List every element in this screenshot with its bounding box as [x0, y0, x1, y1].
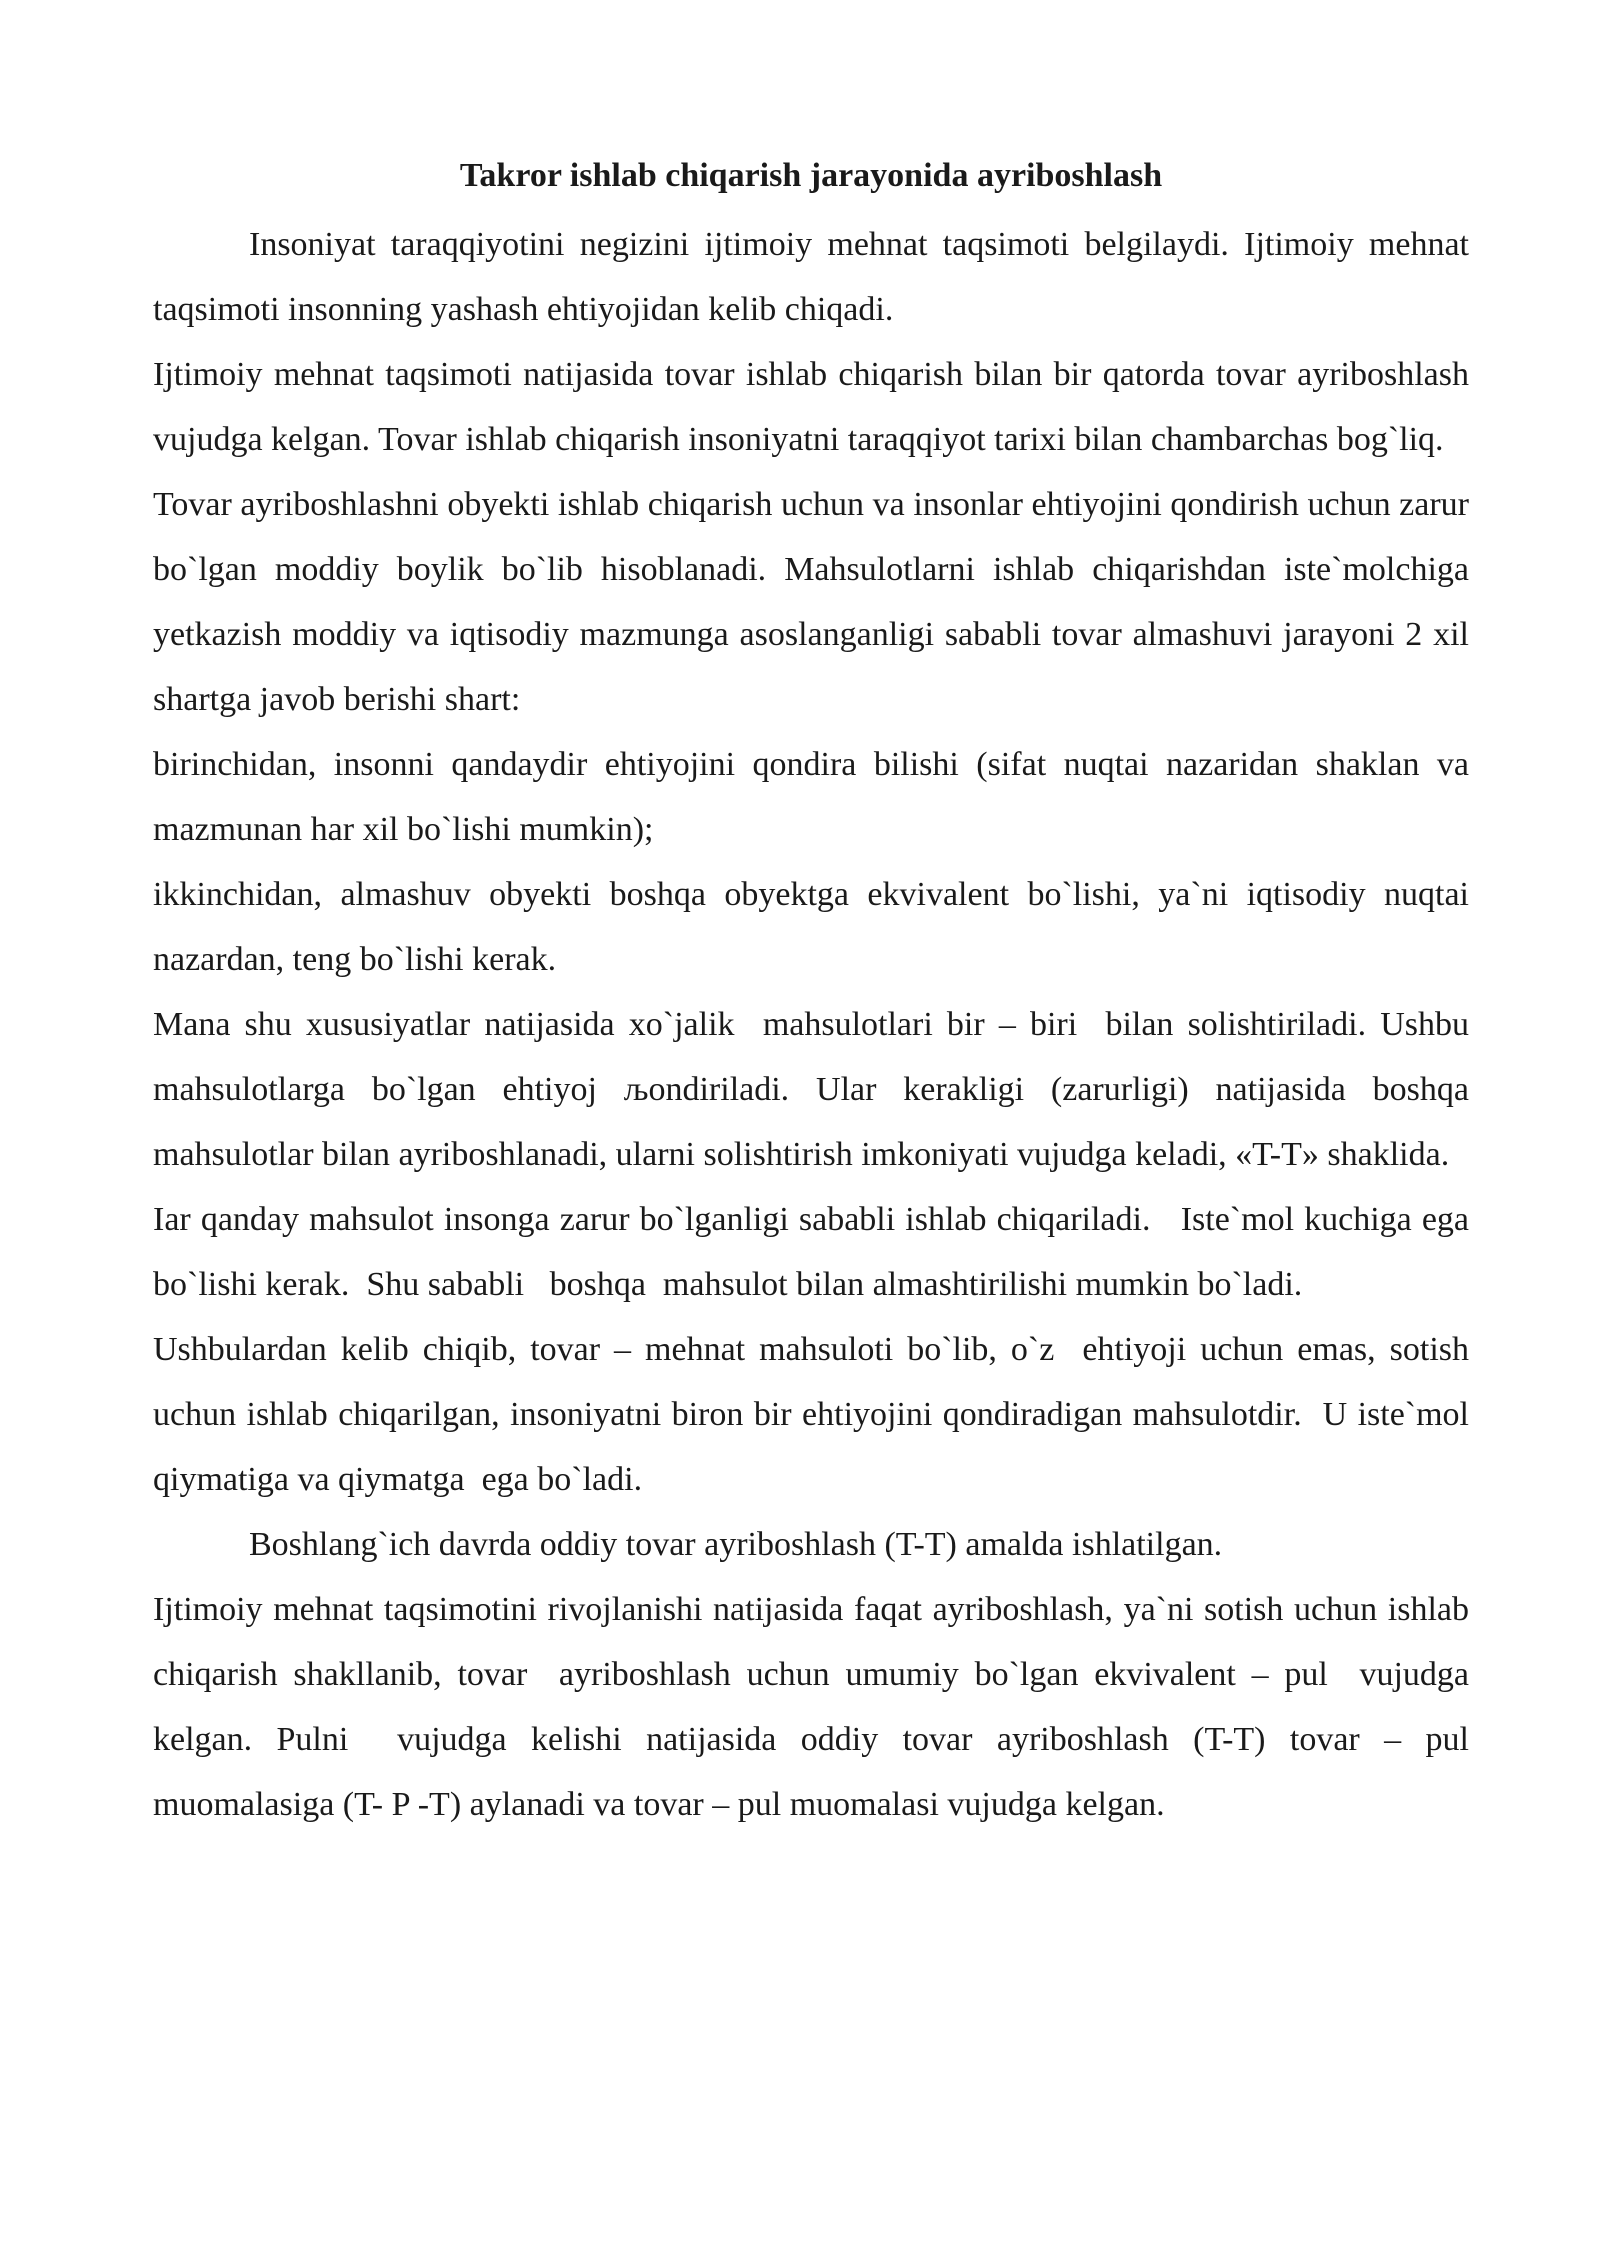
- document-page: [153, 150, 1486, 1837]
- paragraph-6: Mana shu xususiyatlar natijasida xo`jalik mahsulotlari bir – biri bilan solishtiriladi. Ushbu mahsulotlarga bo`lgan ehtiyoj љondiriladi. Ular kerakligi (zarurligi) natijasida boshqa mahsulotlar bilan ayriboshlanadi, ularni solishtirish imkoniyati vujudga keladi, «T-T» shaklida.: [153, 1006, 1478, 1173]
- paragraph-4: birinchidan, insonni qandaydir ehtiyojini qondira bilishi (sifat nuqtai nazaridan shaklan va mazmunan har xil bo`lishi mumkin);: [153, 746, 1478, 848]
- paragraph-7: Iar qanday mahsulot insonga zarur bo`lganligi sababli ishlab chiqariladi. Iste`mol kuchiga ega bo`lishi kerak. Shu sababli boshqa mahsulot bilan almashtirilishi mumkin bo`ladi.: [153, 1201, 1478, 1303]
- paragraph-1: Insoniyat taraqqiyotini negizini ijtimoiy mehnat taqsimoti belgilaydi. Ijtimoiy mehnat taqsimoti insonning yashash ehtiyojidan kelib chiqadi.: [153, 226, 1478, 328]
- paragraph-5: ikkinchidan, almashuv obyekti boshqa obyektga ekvivalent bo`lishi, ya`ni iqtisodiy nuqtai nazardan, teng bo`lishi kerak.: [153, 876, 1478, 978]
- paragraph-3: Tovar ayriboshlashni obyekti ishlab chiqarish uchun va insonlar ehtiyojini qondirish uchun zarur bo`lgan moddiy boylik bo`lib hisoblanadi. Mahsulotlarni ishlab chiqarishdan iste`molchiga yetkazish moddiy va iqtisodiy mazmunga asoslanganligi sababli tovar almashuvi jarayoni 2 xil shartga javob berishi shart:: [153, 486, 1478, 718]
- paragraph-8: Ushbulardan kelib chiqib, tovar – mehnat mahsuloti bo`lib, o`z ehtiyoji uchun emas, sotish uchun ishlab chiqarilgan, insoniyatni biron bir ehtiyojini qondiradigan mahsulotdir. U iste`mol qiymatiga va qiymatga ega bo`ladi.: [153, 1331, 1478, 1498]
- document-title: Takror ishlab chiqarish jarayonida ayriboshlash: [459, 157, 1163, 194]
- paragraph-9: Boshlang`ich davrda oddiy tovar ayriboshlash (T-T) amalda ishlatilgan.: [249, 1526, 1223, 1563]
- paragraph-10: Ijtimoiy mehnat taqsimotini rivojlanishi natijasida faqat ayriboshlash, ya`ni sotish uchun ishlab chiqarish shakllanib, tovar ayriboshlash uchun umumiy bo`lgan ekvivalent – pul vujudga kelgan. Pulni vujudga kelishi natijasida oddiy tovar ayriboshlash (T-T) tovar – pul muomalasiga (T- P -T) aylanadi va tovar – pul muomalasi vujudga kelgan.: [153, 1591, 1486, 1823]
- paragraph-2: Ijtimoiy mehnat taqsimoti natijasida tovar ishlab chiqarish bilan bir qatorda tovar ayriboshlash vujudga kelgan. Tovar ishlab chiqarish insoniyatni taraqqiyot tarixi bilan chambarchas bog`liq.: [153, 356, 1478, 458]
